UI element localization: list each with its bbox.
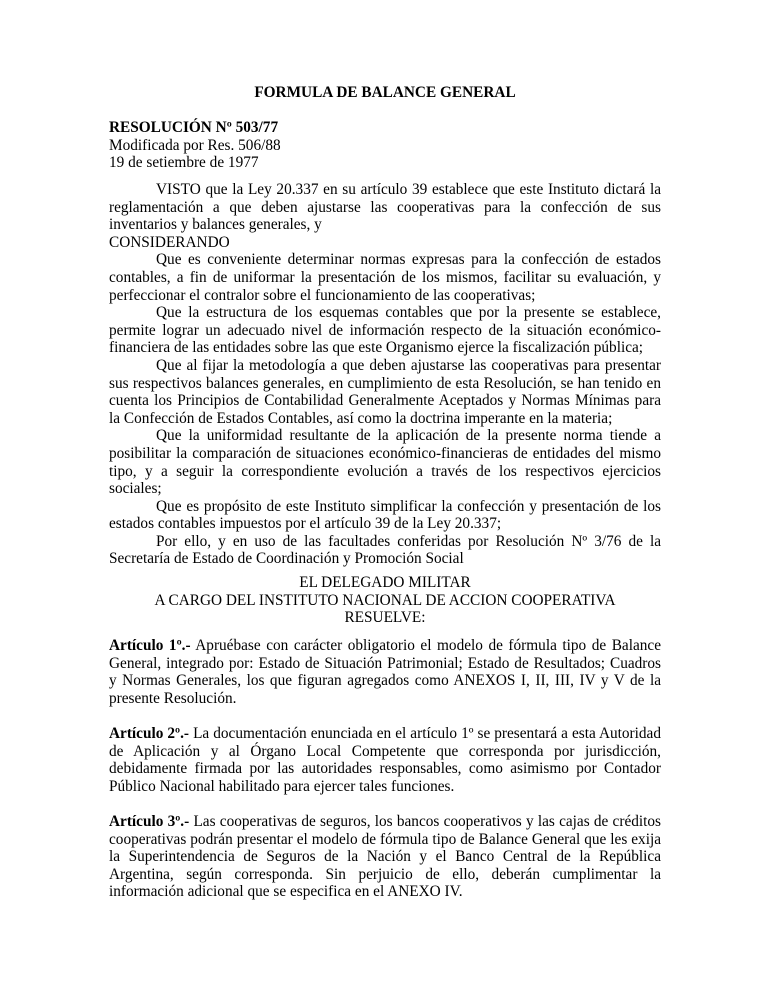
paragraph-considerando-5: Que es propósito de este Instituto simplificar la confección y presentación de los estados contables impuestos por el artículo 39 de la Ley 20.337; xyxy=(109,497,661,533)
delegate-line-3: RESUELVE: xyxy=(344,609,426,627)
article-1-label: Artículo 1º.- xyxy=(109,637,191,654)
article-1 xyxy=(109,637,661,707)
article-3-text: Las cooperativas de seguros, los bancos cooperativos y las cajas de créditos cooperativas podrán presentar el modelo de fórmula tipo de Balance General que les exija la Superintendencia de Seguros de la Nación y el Banco Central de la República Argentina, según corresponda. Sin perjuicio de ello, deberán cumplimentar la información adicional que se especifica en el ANEXO IV. xyxy=(109,813,661,901)
resolution-header xyxy=(109,119,281,172)
resolution-date: 19 de setiembre de 1977 xyxy=(109,154,259,172)
delegate-line-1: EL DELEGADO MILITAR xyxy=(299,574,471,591)
paragraph-por-ello: Por ello, y en uso de las facultades conferidas por Resolución Nº 3/76 de la Secretaría de Estado de Coordinación y Promoción Social xyxy=(109,532,661,568)
article-2 xyxy=(109,725,661,795)
paragraph-visto: VISTO que la Ley 20.337 en su artículo 39 establece que este Instituto dictará la reglamentación a que deben ajustarse las cooperativas para la confección de sus inventarios y balances generales, y xyxy=(109,181,661,234)
article-1-text: Apruébase con carácter obligatorio el modelo de fórmula tipo de Balance General, integrado por: Estado de Situación Patrimonial; Estado de Resultados; Cuadros y Normas Generales, los que figuran agregados como ANEXOS I, II, III, IV y V de la presente Resolución. xyxy=(109,637,661,707)
resolution-modified: Modificada por Res. 506/88 xyxy=(109,136,281,154)
paragraph-considerando-2: Que la estructura de los esquemas contables que por la presente se establece, permite lograr un adecuado nivel de información respecto de la situación económico-financiera de las entidades sobre las que este Organismo ejerce la fiscalización pública; xyxy=(109,304,661,357)
article-2-label: Artículo 2º.- xyxy=(109,725,190,742)
paragraph-considerando-4: Que la uniformidad resultante de la aplicación de la presente norma tiende a posibilitar la comparación de situaciones económico-financieras de entidades del mismo tipo, y a seguir la correspondiente evolución a través de los respectivos ejercicios sociales; xyxy=(109,427,661,498)
article-3 xyxy=(109,813,661,901)
paragraph-considerando: CONSIDERANDO xyxy=(109,233,230,251)
paragraph-considerando-3: Que al fijar la metodología a que deben ajustarse las cooperativas para presentar sus respectivos balances generales, en cumplimiento de esta Resolución, se han tenido en cuenta los Principios de Contabilidad Generalmente Aceptados y Normas Mínimas para la Confección de Estados Contables, así como la doctrina imperante en la materia; xyxy=(109,356,661,427)
article-2-text: La documentación enunciada en el artículo 1º se presentará a esta Autoridad de Aplicación y al Órgano Local Competente que corresponda por jurisdicción, debidamente firmada por las autoridades responsables, como asimismo por Contador Público Nacional habilitado para ejercer tales funciones. xyxy=(109,725,661,795)
delegate-heading xyxy=(109,574,661,627)
article-3-label: Artículo 3º.- xyxy=(109,813,190,830)
paragraph-considerando-1: Que es conveniente determinar normas expresas para la confección de estados contables, a fin de uniformar la presentación de los mismos, facilitar su evaluación, y perfeccionar el contralor sobre el funcionamiento de las cooperativas; xyxy=(109,251,661,304)
preamble xyxy=(109,181,661,568)
document-title: FORMULA DE BALANCE GENERAL xyxy=(254,84,516,101)
delegate-line-2: A CARGO DEL INSTITUTO NACIONAL DE ACCION COOPERATIVA xyxy=(154,591,616,609)
resolution-number: RESOLUCIÓN Nº 503/77 xyxy=(109,119,279,136)
